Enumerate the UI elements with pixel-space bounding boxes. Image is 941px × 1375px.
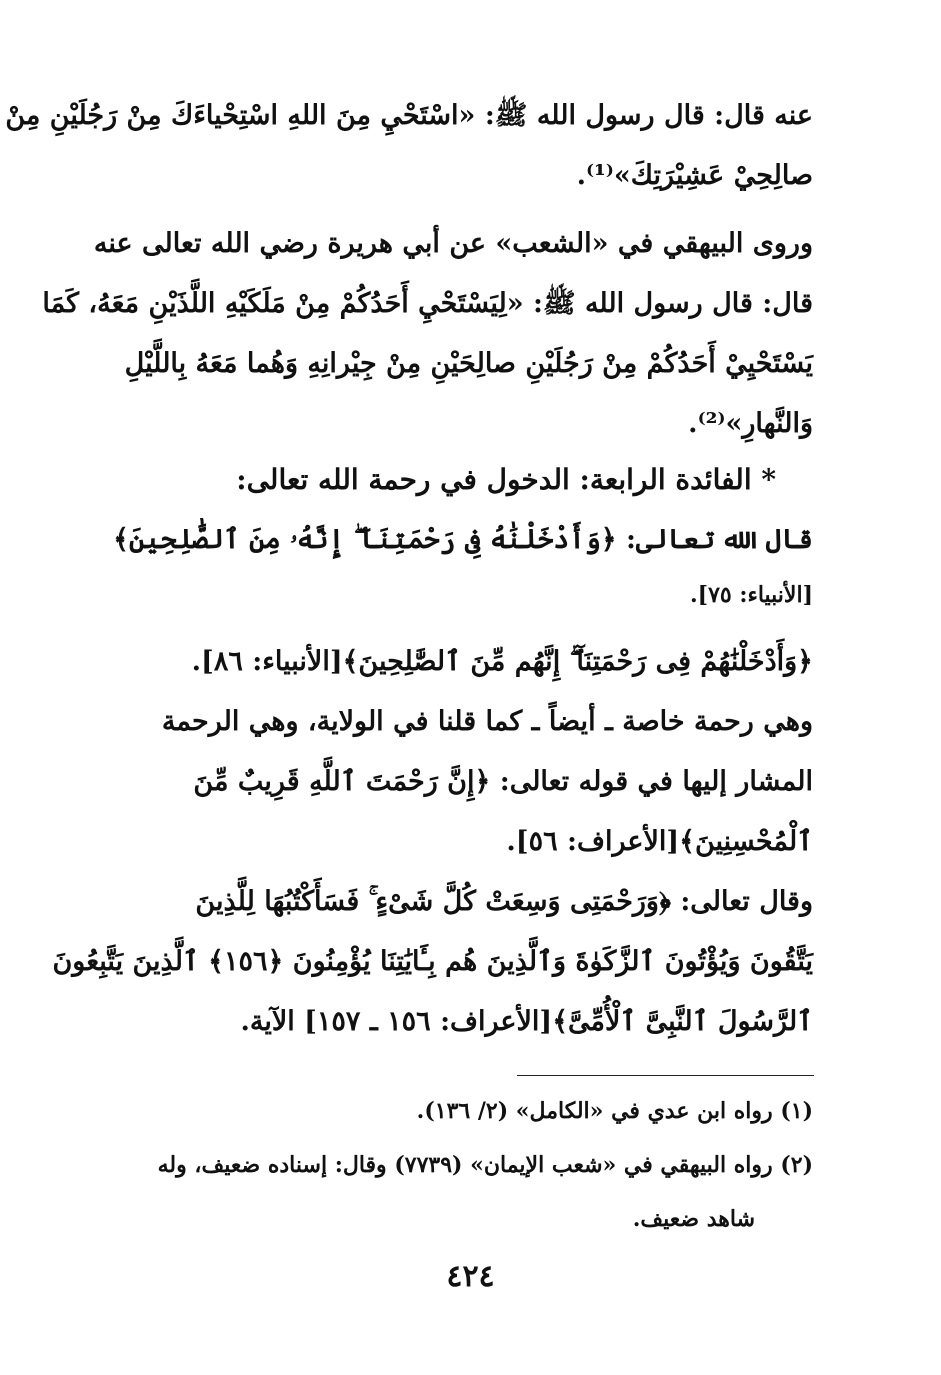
text-line: عنه قال: قال رسول الله ﷺ: «اسْتَحْيِ مِنَ اللهِ اسْتِحْياءَكَ مِنْ رَجُلَيْنِ مِنْ xyxy=(5,100,813,131)
footnote-divider xyxy=(517,1075,814,1076)
text-line: وَالنَّهارِ»⁽²⁾. xyxy=(688,408,813,439)
text-line: وهي رحمة خاصة ـ أيضاً ـ كما قلنا في الولاية، وهي الرحمة xyxy=(161,706,813,737)
footnote-2: (٢) رواه البيهقي في «شعب الإيمان» (٧٧٣٩) وقال: إسناده ضعيف، وله xyxy=(157,1152,813,1178)
footnotes xyxy=(100,1084,813,1246)
text-line: صالِحِيْ عَشِيْرَتِكَ»⁽¹⁾. xyxy=(576,160,813,191)
text-line: يَسْتَحْيِيْ أَحَدُكُمْ مِنْ رَجُلَيْنِ صالِحَيْنِ مِنْ جِيْرانِهِ وَهُما مَعَهُ بِاللَّيْلِ xyxy=(124,348,813,379)
text-line: وروى البيهقي في «الشعب» عن أبي هريرة رضي الله تعالى عنه xyxy=(93,228,813,259)
text-line: يَتَّقُونَ وَيُؤْتُونَ ٱلزَّكَوٰةَ وَٱلَّذِينَ هُم بِـَٔايَٰتِنَا يُؤْمِنُونَ ﴿١٥٦﴾ ٱلَّذِينَ يَتَّبِعُونَ xyxy=(52,946,813,977)
text-line: وقال تعالى: ﴿وَرَحْمَتِى وَسِعَتْ كُلَّ شَىْءٍ ۚ فَسَأَكْتُبُهَا لِلَّذِينَ xyxy=(195,886,813,917)
footnote-1: (١) رواه ابن عدي في «الكامل» (٢/ ١٣٦). xyxy=(416,1098,813,1124)
text-line: قال الله تعالى: ﴿وَأَدْخَلْنَٰهُ فِى رَحْمَتِنَآ ۖ إِنَّهُۥ مِنَ ٱلصَّٰلِحِينَ﴾ xyxy=(113,524,813,555)
text-line: قال: قال رسول الله ﷺ: «لِيَسْتَحْيِ أَحَدُكُمْ مِنْ مَلَكَيْهِ اللَّذَيْنِ مَعَهُ، كَمَا xyxy=(42,288,813,319)
paragraph-hadith-2 xyxy=(42,214,813,454)
text-line: ٱلرَّسُولَ ٱلنَّبِىَّ ٱلْأُمِّىَّ﴾[الأعراف: ١٥٦ ـ ١٥٧] الآية. xyxy=(240,1006,813,1037)
citation-line: [الأنبياء: ٧٥]. xyxy=(689,582,813,608)
paragraph-hadith-1 xyxy=(5,86,813,206)
paragraph-quran-3 xyxy=(52,872,813,1052)
footnote-2-continued: شاهد ضعيف. xyxy=(632,1206,755,1232)
page-number: ٤٢٤ xyxy=(446,1259,495,1294)
paragraph-quran-2 xyxy=(100,632,813,692)
text-line: ٱلْمُحْسِنِينَ﴾[الأعراف: ٥٦]. xyxy=(506,826,813,857)
paragraph-quran-1 xyxy=(100,510,813,620)
paragraph-mercy xyxy=(100,692,813,872)
text-line: ﴿وَأَدْخَلْنَٰهُمْ فِى رَحْمَتِنَآ ۖ إِنَّهُم مِّنَ ٱلصَّٰلِحِينَ﴾[الأنبياء: ٨٦]. xyxy=(191,646,813,677)
section-heading: * الفائدة الرابعة: الدخول في رحمة الله تعالى: xyxy=(236,463,776,496)
text-line: المشار إليها في قوله تعالى: ﴿إِنَّ رَحْمَتَ ٱللَّهِ قَرِيبٌ مِّنَ xyxy=(193,766,813,797)
